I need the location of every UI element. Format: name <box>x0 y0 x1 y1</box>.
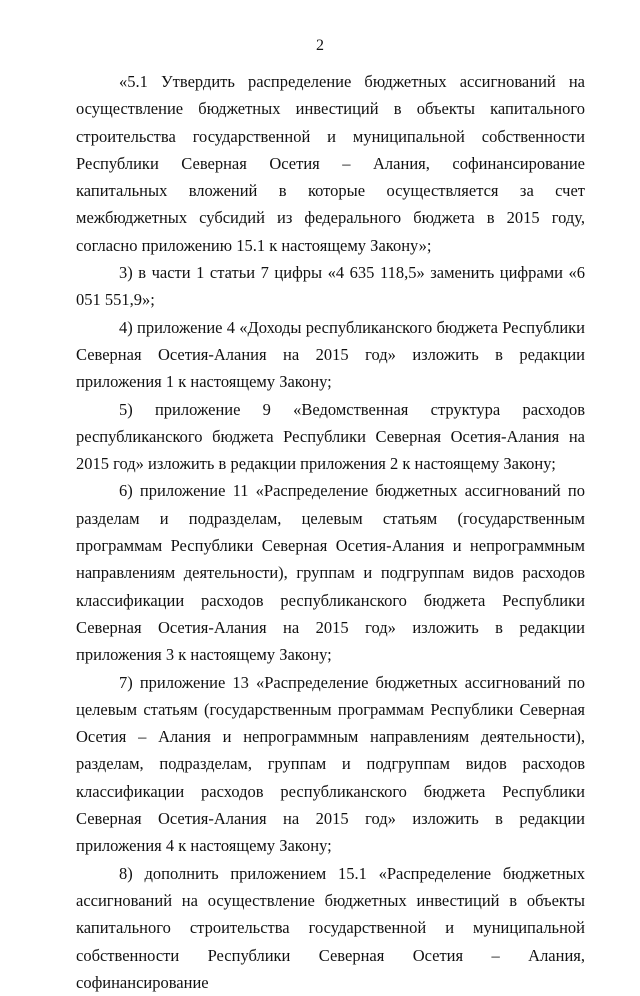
paragraph-item-4: 4) приложение 4 «Доходы республиканского бюджета Республики Северная Осетия-Алания на 2015 год» изложить в редакции приложения 1 к настоящему Закону; <box>76 317 585 392</box>
paragraph-article-5-1: «5.1 Утвердить распределение бюджетных ассигнований на осуществление бюджетных инвестиций в объекты капитального строительства государственной и муниципальной собственности Республики Северная Осетия – Алания, софинансирование капитальных вложений в которые осуществляется за счет межбюджетных субсидий из федерального бюджета в 2015 году, согласно приложению 15.1 к настоящему Закону»; <box>76 72 585 255</box>
paragraph-item-5: 5) приложение 9 «Ведомственная структура расходов республиканского бюджета Республики Северная Осетия-Алания на 2015 год» изложить в редакции приложения 2 к настоящему Закону; <box>76 399 585 474</box>
document-body <box>76 68 585 996</box>
paragraph-item-6: 6) приложение 11 «Распределение бюджетных ассигнований по разделам и подразделам, целевым статьям (государственным программам Республики Северная Осетия-Алания и непрограммным направлениям деятельности), группам и подгруппам видов расходов классификации расходов республиканского бюджета Республики Северная Осетия-Алания на 2015 год» изложить в редакции приложения 3 к настоящему Закону; <box>76 481 585 665</box>
paragraph-item-7: 7) приложение 13 «Распределение бюджетных ассигнований по целевым статьям (государственным программам Республики Северная Осетия – Алания и непрограммным направлениям деятельности), разделам, подразделам, группам и подгруппам видов расходов классификации расходов республиканского бюджета Республики Северная Осетия-Алания на 2015 год» изложить в редакции приложения 4 к настоящему Закону; <box>76 672 585 856</box>
page-number: 2 <box>316 37 324 54</box>
paragraph-item-8: 8) дополнить приложением 15.1 «Распределение бюджетных ассигнований на осуществление бюджетных инвестиций в объекты капитального строительства государственной и муниципальной собственности Республики Северная Осетия – Алания, софинансирование <box>76 863 585 992</box>
paragraph-item-3: 3) в части 1 статьи 7 цифры «4 635 118,5» заменить цифрами «6 051 551,9»; <box>76 263 585 310</box>
